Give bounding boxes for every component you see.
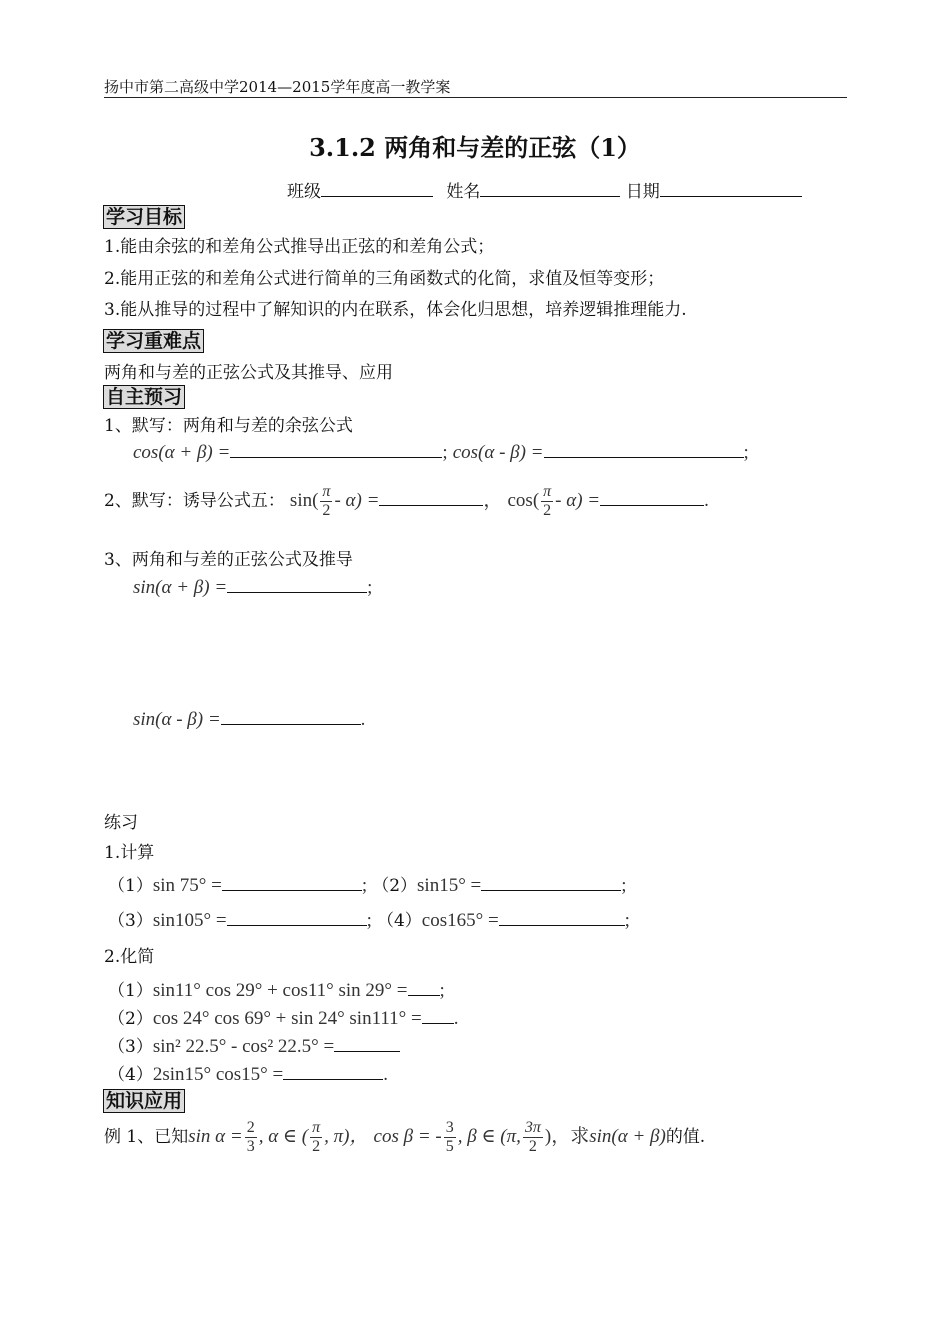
- simplify-row-4: （4）2sin15° cos15° = .: [108, 1064, 388, 1085]
- calc-blank[interactable]: [222, 874, 362, 891]
- preview-q2-label: 2、默写：诱导公式五：: [104, 491, 285, 511]
- simplify-blank[interactable]: [408, 979, 440, 996]
- simplify-label: （4）: [108, 1065, 153, 1085]
- cos-sum-blank[interactable]: [230, 441, 442, 458]
- section-heading-preview: 自主预习: [103, 385, 185, 409]
- name-field[interactable]: [480, 178, 620, 197]
- sin-diff-blank[interactable]: [221, 708, 361, 725]
- calc-expr: sin15° =: [417, 875, 482, 896]
- simplify-expr: 2sin15° cos15° =: [152, 1064, 284, 1085]
- practice-calc-label: 1.计算: [104, 843, 155, 863]
- student-info-row: [287, 177, 802, 202]
- section-heading-application: 知识应用: [103, 1089, 185, 1113]
- simplify-expr: sin² 22.5° - cos² 22.5° =: [152, 1036, 335, 1057]
- calc-expr: sin 75° =: [152, 875, 222, 896]
- example-1: 例 1、已知sin α = $\frac{2}{3}$ , α ∈ ( $\frac{\pi}{2}$ , π)， cos β = - $\frac{3}{5}$ , β ∈ (π, $\frac{3\pi}{2}$ )，求sin(α + β)的值.: [104, 1119, 706, 1155]
- date-label: 日期: [625, 182, 660, 202]
- sin-sum-expr: sin(α + β) =: [133, 577, 228, 598]
- simplify-label: （1）: [108, 981, 153, 1001]
- simplify-row-1: （1）sin11° cos 29° + cos11° sin 29° = ;: [108, 980, 445, 1001]
- induction-sin-blank[interactable]: [379, 489, 483, 506]
- calc-row-2: （3）sin105° = ; （4）cos165° = ;: [108, 910, 630, 931]
- document-header: 扬中市第二高级中学2014—2015学年度高一教学案: [104, 78, 451, 96]
- fraction-3-5: $\frac{3}{5}$: [445, 1119, 454, 1155]
- pi-over-2-fraction: $\frac{\pi}{2}$: [322, 483, 331, 519]
- sin-pi2-post: - α) =: [334, 490, 380, 511]
- section-heading-goals: 学习目标: [103, 205, 185, 229]
- calc-blank[interactable]: [499, 909, 625, 926]
- pi-over-2-fraction-2: $\frac{\pi}{2}$: [543, 483, 552, 519]
- calc-blank[interactable]: [481, 874, 621, 891]
- calc-label: （2）: [372, 876, 418, 896]
- class-label: 班级: [287, 182, 321, 202]
- simplify-row-3: [108, 1032, 400, 1058]
- calc-label: （4）: [376, 911, 422, 931]
- pi-over-2-fraction-3: $\frac{\pi}{2}$: [312, 1119, 321, 1155]
- simplify-expr: sin11° cos 29° + cos11° sin 29° =: [152, 980, 408, 1001]
- calc-blank[interactable]: [227, 909, 367, 926]
- class-field[interactable]: [321, 178, 433, 197]
- calc-label: （3）: [108, 911, 153, 931]
- goal-item-1: 1.能由余弦的和差角公式推导出正弦的和差角公式；: [104, 237, 495, 257]
- cos-pi2-pre: cos(: [507, 490, 540, 511]
- header-rule: [104, 97, 847, 98]
- preview-q1: 1、默写：两角和与差的余弦公式: [104, 416, 353, 436]
- cos-sum-expr: cos(α + β) =: [133, 442, 231, 463]
- simplify-expr: cos 24° cos 69° + sin 24° sin111° =: [152, 1008, 422, 1029]
- simplify-row-2: （2）cos 24° cos 69° + sin 24° sin111° = .: [108, 1008, 459, 1029]
- cos-diff-expr: cos(α - β) =: [452, 442, 544, 463]
- preview-q2-row: 2、默写：诱导公式五： sin( $\frac{\pi}{2}$ - α) = ， cos( $\frac{\pi}{2}$ - α) = .: [104, 483, 709, 519]
- goal-item-3: 3.能从推导的过程中了解知识的内在联系，体会化归思想，培养逻辑推理能力.: [104, 300, 687, 320]
- sin-diff-expr: sin(α - β) =: [133, 709, 221, 730]
- calc-label: （1）: [108, 876, 153, 896]
- key-points-text: 两角和与差的正弦公式及其推导、应用: [104, 363, 393, 383]
- sin-diff-row: sin(α - β) = .: [133, 709, 366, 730]
- goal-item-2: 2.能用正弦的和差角公式进行简单的三角函数式的化简，求值及恒等变形；: [104, 269, 665, 289]
- fraction-2-3: $\frac{2}{3}$: [246, 1119, 255, 1155]
- example-1-label: 例 1、已知: [104, 1127, 189, 1147]
- simplify-label: （3）: [108, 1037, 153, 1057]
- practice-heading: 练习: [104, 813, 138, 833]
- simplify-blank[interactable]: [334, 1035, 400, 1052]
- cos-formula-row: cos(α + β) = ; cos(α - β) = ;: [133, 442, 749, 463]
- section-heading-key-points: 学习重难点: [103, 329, 204, 353]
- date-field[interactable]: [660, 178, 802, 197]
- cos-diff-blank[interactable]: [544, 441, 744, 458]
- cos-pi2-post: - α) =: [555, 490, 601, 511]
- fraction-3pi-2: $\frac{3\pi}{2}$: [524, 1119, 541, 1155]
- name-label: 姓名: [446, 182, 481, 202]
- simplify-blank[interactable]: [283, 1063, 383, 1080]
- calc-row-1: （1）sin 75° = ; （2）sin15° = ;: [108, 875, 627, 896]
- simplify-blank[interactable]: [422, 1007, 454, 1024]
- sin-sum-blank[interactable]: [227, 576, 367, 593]
- practice-simplify-label: 2.化简: [104, 947, 155, 967]
- simplify-label: （2）: [108, 1009, 153, 1029]
- induction-cos-blank[interactable]: [600, 489, 704, 506]
- preview-q3: 3、两角和与差的正弦公式及推导: [104, 550, 353, 570]
- calc-expr: sin105° =: [152, 910, 227, 931]
- sin-pi2-pre: sin(: [289, 490, 319, 511]
- calc-expr: cos165° =: [421, 910, 499, 931]
- sin-sum-row: sin(α + β) = ;: [133, 577, 373, 598]
- page-title: 3.1.2 两角和与差的正弦（1）: [309, 133, 641, 162]
